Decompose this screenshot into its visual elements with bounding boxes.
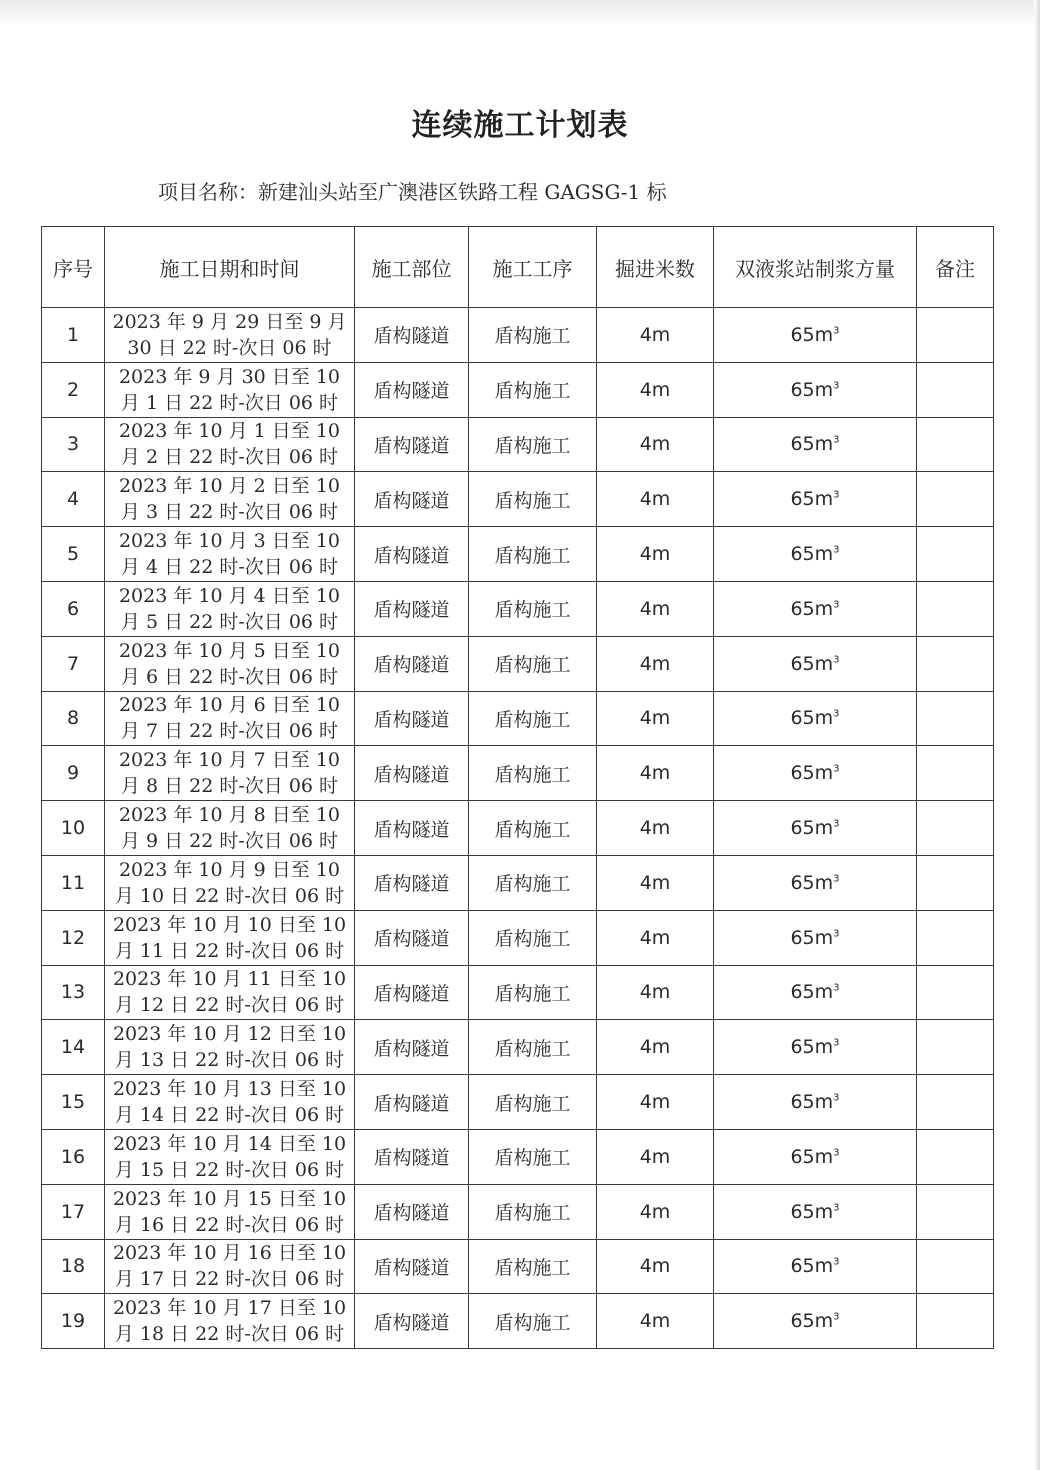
cell-datetime-line2: 月 6 日 22 时-次日 06 时 [120,665,339,688]
cell-process: 盾构施工 [469,636,597,691]
cell-slurry-unit-exponent: 3 [833,928,840,940]
cell-slurry-value: 65m [790,488,834,511]
cell-slurry [714,1184,917,1239]
cell-datetime-line1: 2023 年 10 月 3 日至 10 [118,530,341,553]
cell-meters: 4m [597,417,714,472]
cell-seq: 12 [42,910,105,965]
cell-seq: 13 [42,965,105,1020]
cell-remark [917,1129,994,1184]
table-row [42,472,994,527]
cell-remark [917,362,994,417]
cell-seq: 9 [42,746,105,801]
cell-meters: 4m [597,1075,714,1130]
cell-datetime-line2: 月 3 日 22 时-次日 06 时 [120,501,339,524]
cell-datetime-line1: 2023 年 10 月 9 日至 10 [118,858,341,881]
header-remark: 备注 [917,227,994,308]
cell-datetime [105,1239,355,1294]
cell-location: 盾构隧道 [355,1075,469,1130]
table-row [42,308,994,363]
cell-meters: 4m [597,1184,714,1239]
cell-slurry [714,308,917,363]
cell-location: 盾构隧道 [355,1184,469,1239]
cell-datetime-line1: 2023 年 10 月 5 日至 10 [118,639,341,662]
table-row [42,636,994,691]
header-datetime: 施工日期和时间 [105,227,355,308]
cell-slurry-value: 65m [790,1091,834,1114]
cell-meters: 4m [597,1020,714,1075]
cell-datetime [105,801,355,856]
table-row [42,581,994,636]
cell-seq: 19 [42,1294,105,1349]
cell-meters: 4m [597,1129,714,1184]
header-slurry: 双液浆站制浆方量 [714,227,917,308]
cell-remark [917,581,994,636]
cell-location: 盾构隧道 [355,746,469,801]
cell-slurry [714,1020,917,1075]
cell-slurry-value: 65m [790,1145,834,1168]
cell-datetime-line2: 月 17 日 22 时-次日 06 时 [114,1268,345,1291]
table-header-row [42,227,994,308]
cell-slurry [714,1239,917,1294]
document-title: 连续施工计划表 [411,108,629,143]
cell-slurry [714,581,917,636]
cell-datetime [105,1294,355,1349]
cell-process: 盾构施工 [469,417,597,472]
cell-slurry-value: 65m [790,378,834,401]
cell-process: 盾构施工 [469,855,597,910]
cell-meters: 4m [597,581,714,636]
table-body [42,308,994,1349]
cell-datetime-line2: 月 4 日 22 时-次日 06 时 [120,556,339,579]
cell-datetime-line1: 2023 年 10 月 16 日至 10 [112,1242,347,1265]
cell-slurry [714,746,917,801]
cell-location: 盾构隧道 [355,1294,469,1349]
cell-remark [917,1075,994,1130]
cell-seq: 18 [42,1239,105,1294]
table-row [42,1129,994,1184]
cell-seq: 14 [42,1020,105,1075]
cell-process: 盾构施工 [469,1020,597,1075]
cell-slurry-value: 65m [790,652,834,675]
cell-meters: 4m [597,527,714,582]
cell-datetime-line1: 2023 年 10 月 17 日至 10 [112,1297,347,1320]
cell-process: 盾构施工 [469,1294,597,1349]
cell-slurry [714,691,917,746]
cell-datetime-line2: 月 1 日 22 时-次日 06 时 [120,391,339,414]
cell-datetime [105,1184,355,1239]
cell-datetime-line1: 2023 年 9 月 29 日至 9 月 [112,310,347,333]
cell-remark [917,691,994,746]
cell-datetime-line2: 月 2 日 22 时-次日 06 时 [120,446,339,469]
cell-datetime-line1: 2023 年 10 月 8 日至 10 [118,804,341,827]
cell-datetime-line1: 2023 年 10 月 12 日至 10 [112,1023,347,1046]
cell-slurry-unit-exponent: 3 [833,380,840,392]
cell-slurry [714,472,917,527]
cell-seq: 2 [42,362,105,417]
table-row [42,910,994,965]
cell-slurry-unit-exponent: 3 [833,489,840,501]
cell-slurry-value: 65m [790,707,834,730]
cell-process: 盾构施工 [469,472,597,527]
cell-location: 盾构隧道 [355,581,469,636]
table-row [42,362,994,417]
cell-meters: 4m [597,691,714,746]
cell-datetime-line1: 2023 年 10 月 1 日至 10 [118,420,341,443]
cell-location: 盾构隧道 [355,527,469,582]
cell-meters: 4m [597,855,714,910]
cell-datetime [105,965,355,1020]
cell-remark [917,1184,994,1239]
cell-remark [917,965,994,1020]
cell-location: 盾构隧道 [355,691,469,746]
cell-meters: 4m [597,1239,714,1294]
cell-remark [917,910,994,965]
cell-slurry-value: 65m [790,1036,834,1059]
cell-datetime [105,1020,355,1075]
cell-slurry-value: 65m [790,597,834,620]
cell-datetime [105,417,355,472]
cell-process: 盾构施工 [469,308,597,363]
cell-datetime-line2: 月 16 日 22 时-次日 06 时 [114,1213,345,1236]
cell-datetime [105,308,355,363]
cell-remark [917,417,994,472]
cell-slurry [714,417,917,472]
table-row [42,746,994,801]
cell-datetime [105,1129,355,1184]
cell-remark [917,746,994,801]
cell-datetime [105,472,355,527]
cell-slurry-unit-exponent: 3 [833,983,840,995]
cell-remark [917,855,994,910]
cell-slurry-unit-exponent: 3 [833,709,840,721]
cell-slurry-value: 65m [790,323,834,346]
table-row [42,417,994,472]
table-row [42,965,994,1020]
cell-slurry-unit-exponent: 3 [833,435,840,447]
cell-datetime [105,691,355,746]
cell-slurry-unit-exponent: 3 [833,1202,840,1214]
cell-seq: 11 [42,855,105,910]
cell-datetime-line2: 月 10 日 22 时-次日 06 时 [114,884,345,907]
cell-datetime-line2: 月 9 日 22 时-次日 06 时 [120,830,339,853]
cell-meters: 4m [597,308,714,363]
cell-slurry-value: 65m [790,871,834,894]
cell-slurry-value: 65m [790,1255,834,1278]
project-name-line: 项目名称：新建汕头站至广澳港区铁路工程 GAGSG-1 标 [158,180,667,204]
table-row [42,527,994,582]
scan-shadow-right [1034,0,1040,1470]
cell-datetime [105,855,355,910]
cell-location: 盾构隧道 [355,472,469,527]
cell-slurry [714,636,917,691]
cell-slurry-value: 65m [790,433,834,456]
cell-location: 盾构隧道 [355,910,469,965]
cell-process: 盾构施工 [469,1184,597,1239]
cell-slurry-unit-exponent: 3 [833,544,840,556]
cell-slurry-unit-exponent: 3 [833,1257,840,1269]
cell-datetime [105,636,355,691]
cell-datetime [105,910,355,965]
cell-location: 盾构隧道 [355,801,469,856]
cell-process: 盾构施工 [469,1075,597,1130]
cell-slurry [714,910,917,965]
table-row [42,1239,994,1294]
cell-datetime-line2: 月 14 日 22 时-次日 06 时 [114,1104,345,1127]
cell-datetime-line2: 月 7 日 22 时-次日 06 时 [120,720,339,743]
table-row [42,1020,994,1075]
cell-location: 盾构隧道 [355,308,469,363]
header-seq: 序号 [42,227,105,308]
cell-datetime-line2: 月 15 日 22 时-次日 06 时 [114,1158,345,1181]
table-row [42,801,994,856]
cell-slurry-value: 65m [790,926,834,949]
cell-meters: 4m [597,362,714,417]
cell-location: 盾构隧道 [355,1020,469,1075]
cell-process: 盾构施工 [469,691,597,746]
cell-location: 盾构隧道 [355,417,469,472]
cell-seq: 15 [42,1075,105,1130]
cell-remark [917,472,994,527]
cell-datetime-line2: 月 8 日 22 时-次日 06 时 [120,775,339,798]
cell-seq: 3 [42,417,105,472]
cell-process: 盾构施工 [469,746,597,801]
cell-slurry [714,1129,917,1184]
cell-datetime-line1: 2023 年 10 月 13 日至 10 [112,1078,347,1101]
cell-datetime-line1: 2023 年 10 月 4 日至 10 [118,584,341,607]
cell-location: 盾构隧道 [355,1239,469,1294]
cell-process: 盾构施工 [469,581,597,636]
cell-datetime [105,581,355,636]
cell-slurry-unit-exponent: 3 [833,763,840,775]
cell-slurry [714,965,917,1020]
cell-remark [917,1239,994,1294]
cell-datetime [105,746,355,801]
cell-slurry-value: 65m [790,1310,834,1333]
cell-datetime-line2: 月 12 日 22 时-次日 06 时 [114,994,345,1017]
cell-seq: 4 [42,472,105,527]
cell-meters: 4m [597,472,714,527]
cell-datetime-line1: 2023 年 10 月 6 日至 10 [118,694,341,717]
cell-slurry-value: 65m [790,762,834,785]
cell-process: 盾构施工 [469,527,597,582]
cell-slurry-unit-exponent: 3 [833,654,840,666]
cell-slurry-unit-exponent: 3 [833,325,840,337]
cell-slurry-value: 65m [790,1200,834,1223]
cell-datetime-line1: 2023 年 10 月 7 日至 10 [118,749,341,772]
cell-datetime [105,362,355,417]
cell-seq: 1 [42,308,105,363]
cell-seq: 7 [42,636,105,691]
cell-seq: 17 [42,1184,105,1239]
scan-shadow-top [0,0,1040,26]
cell-datetime-line1: 2023 年 10 月 15 日至 10 [112,1187,347,1210]
cell-datetime [105,1075,355,1130]
cell-slurry [714,801,917,856]
cell-location: 盾构隧道 [355,1129,469,1184]
cell-datetime-line2: 月 13 日 22 时-次日 06 时 [114,1049,345,1072]
cell-process: 盾构施工 [469,801,597,856]
cell-datetime-line1: 2023 年 10 月 2 日至 10 [118,475,341,498]
cell-process: 盾构施工 [469,1129,597,1184]
cell-remark [917,308,994,363]
cell-slurry-unit-exponent: 3 [833,1311,840,1323]
construction-plan-table [41,226,994,1349]
cell-process: 盾构施工 [469,965,597,1020]
cell-slurry [714,1294,917,1349]
cell-datetime-line2: 30 日 22 时-次日 06 时 [127,336,332,359]
cell-datetime-line2: 月 11 日 22 时-次日 06 时 [114,939,345,962]
cell-process: 盾构施工 [469,1239,597,1294]
cell-slurry-unit-exponent: 3 [833,1147,840,1159]
cell-datetime-line1: 2023 年 10 月 14 日至 10 [112,1132,347,1155]
cell-remark [917,801,994,856]
cell-process: 盾构施工 [469,910,597,965]
cell-remark [917,527,994,582]
cell-seq: 10 [42,801,105,856]
cell-slurry-value: 65m [790,981,834,1004]
cell-remark [917,1020,994,1075]
cell-remark [917,1294,994,1349]
cell-meters: 4m [597,965,714,1020]
cell-slurry-unit-exponent: 3 [833,1037,840,1049]
cell-datetime-line1: 2023 年 10 月 10 日至 10 [112,913,347,936]
header-process: 施工工序 [469,227,597,308]
cell-slurry-value: 65m [790,817,834,840]
cell-slurry [714,527,917,582]
table-row [42,1075,994,1130]
table-row [42,1184,994,1239]
cell-meters: 4m [597,636,714,691]
header-meters: 掘进米数 [597,227,714,308]
cell-datetime [105,527,355,582]
cell-meters: 4m [597,801,714,856]
table-row [42,855,994,910]
cell-meters: 4m [597,1294,714,1349]
cell-slurry [714,362,917,417]
table-row [42,1294,994,1349]
cell-meters: 4m [597,746,714,801]
cell-slurry [714,855,917,910]
cell-remark [917,636,994,691]
cell-location: 盾构隧道 [355,855,469,910]
cell-slurry-unit-exponent: 3 [833,873,840,885]
cell-slurry-value: 65m [790,543,834,566]
cell-datetime-line2: 月 18 日 22 时-次日 06 时 [114,1323,345,1346]
cell-location: 盾构隧道 [355,965,469,1020]
cell-meters: 4m [597,910,714,965]
cell-datetime-line1: 2023 年 9 月 30 日至 10 [118,365,341,388]
cell-seq: 5 [42,527,105,582]
cell-slurry [714,1075,917,1130]
cell-location: 盾构隧道 [355,636,469,691]
cell-location: 盾构隧道 [355,362,469,417]
cell-seq: 6 [42,581,105,636]
cell-seq: 8 [42,691,105,746]
cell-slurry-unit-exponent: 3 [833,1092,840,1104]
header-location: 施工部位 [355,227,469,308]
cell-datetime-line2: 月 5 日 22 时-次日 06 时 [120,610,339,633]
cell-datetime-line1: 2023 年 10 月 11 日至 10 [112,968,347,991]
cell-process: 盾构施工 [469,362,597,417]
cell-slurry-unit-exponent: 3 [833,599,840,611]
cell-seq: 16 [42,1129,105,1184]
cell-slurry-unit-exponent: 3 [833,818,840,830]
table-row [42,691,994,746]
